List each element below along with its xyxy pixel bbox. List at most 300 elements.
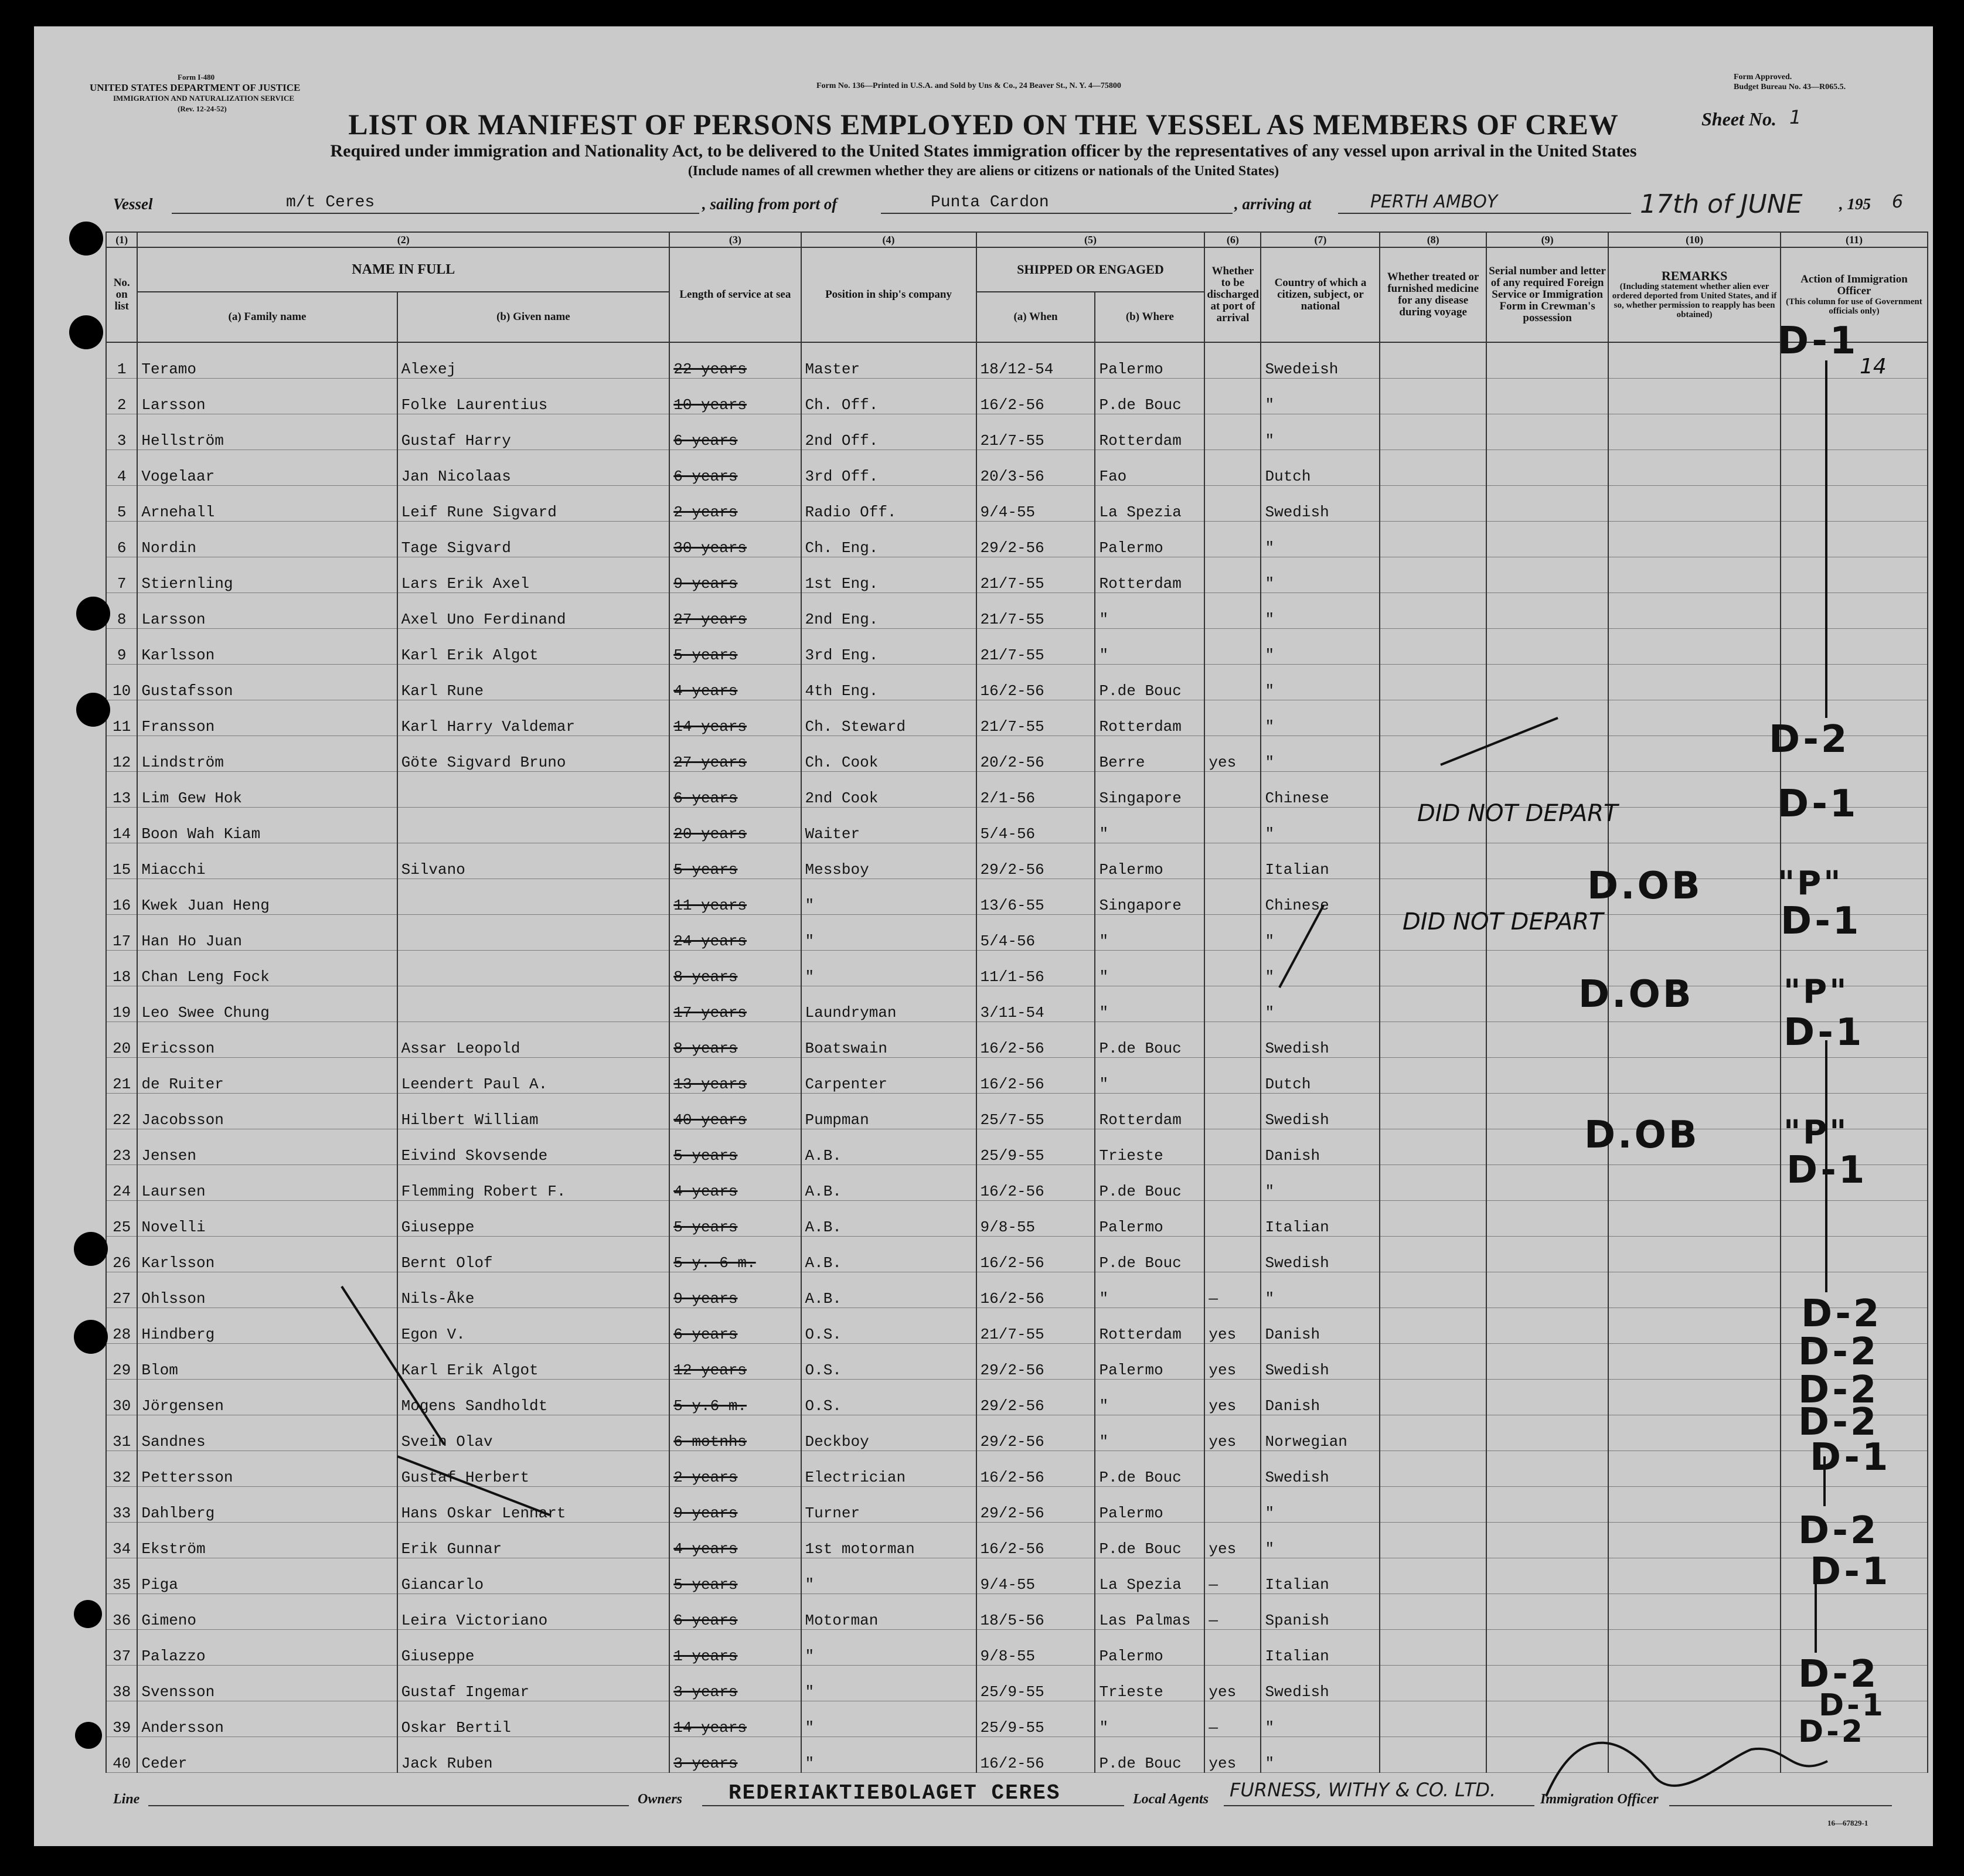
cell-when [976,1308,1095,1344]
cell-family-text: Boon Wah Kiam [141,825,261,843]
cell-discharge [1204,1058,1261,1094]
cell-no [106,1022,137,1058]
hand-d1-d: D-1 [1783,1011,1864,1054]
cell-position [801,1737,976,1773]
cell-discharge-text: yes [1209,1397,1237,1415]
table-row [106,1523,1928,1558]
cell-position [801,736,976,772]
cell-country [1261,1094,1380,1129]
cell-family [137,1201,397,1237]
table-row [106,342,1928,379]
cell-family-text: Hellström [141,432,224,450]
cell-when-text: 5/4-56 [980,825,1036,843]
cell-length-text: 24 years [673,932,747,950]
cell-where-text: Palermo [1099,1361,1163,1379]
cell-family [137,557,397,593]
cell-where [1095,808,1204,843]
cell-discharge-text: yes [1209,1683,1237,1701]
cell-country [1261,1237,1380,1272]
cell-where-text: " [1099,1004,1109,1022]
cell-no [106,1129,137,1165]
cell-treated [1380,1415,1486,1451]
cell-country [1261,1701,1380,1737]
form-approved: Form Approved. [1734,73,1792,81]
cell-when-text: 25/9-55 [980,1683,1044,1701]
cell-given-text: Eivind Skovsende [401,1147,548,1165]
cell-length [669,1094,801,1129]
cell-country-text: " [1265,825,1275,843]
cell-family-text: Dahlberg [141,1504,215,1522]
cell-length [669,808,801,843]
cell-when [976,1272,1095,1308]
arrival-underline [1338,213,1631,214]
cell-given-text: Karl Harry Valdemar [401,718,576,736]
cell-family-text: Novelli [141,1218,206,1236]
cell-family [137,1272,397,1308]
col-shipped: SHIPPED OR ENGAGED [976,247,1205,292]
cell-where-text: " [1099,1075,1109,1093]
cell-when-text: 11/1-56 [980,968,1044,986]
cell-length-text: 6 years [673,1612,738,1629]
cell-remarks [1608,772,1781,808]
cell-family-text: Ohlsson [141,1290,206,1308]
cell-position-text: A.B. [805,1183,842,1200]
hand-d2-f: D-2 [1798,1509,1879,1552]
cell-remarks [1608,915,1781,951]
cell-treated [1380,1594,1486,1630]
cell-where-text: Rotterdam [1099,1111,1182,1129]
cell-country [1261,1380,1380,1415]
cell-country-text: Italian [1265,861,1329,879]
cell-position [801,342,976,379]
cell-given-text: Flemming Robert F. [401,1183,566,1200]
cell-country [1261,522,1380,557]
arrival-port: PERTH AMBOY [1370,192,1498,212]
printer-line: Form No. 136—Printed in U.S.A. and Sold by Uns & Co., 24 Beaver St., N. Y. 4—75800 [816,81,1121,90]
cell-country-text: " [1265,1755,1275,1772]
colnum-10: (10) [1608,232,1781,247]
cell-no [106,450,137,486]
cell-country-text: Italian [1265,1576,1329,1594]
cell-length-text: 5 y.6 m. [673,1397,747,1415]
cell-length-text: 20 years [673,825,747,843]
cell-discharge [1204,522,1261,557]
cell-treated [1380,1737,1486,1773]
cell-where-text: Rotterdam [1099,432,1182,450]
hand-p-1: "P" [1778,864,1843,903]
cell-serial [1486,1594,1608,1630]
punch-hole [74,1232,108,1266]
cell-where-text: Singapore [1099,789,1182,807]
officer-label: Immigration Officer [1540,1792,1659,1807]
cell-length-text: 4 years [673,1540,738,1558]
cell-treated [1380,557,1486,593]
cell-family-text: Blom [141,1361,178,1379]
cell-no-text: 37 [113,1647,131,1665]
cell-remarks [1608,1451,1781,1487]
cell-when [976,1201,1095,1237]
cell-where [1095,1058,1204,1094]
cell-serial [1486,1523,1608,1558]
cell-no-text: 18 [113,968,131,986]
cell-position [801,1380,976,1415]
table-row [106,1380,1928,1415]
cell-when-text: 16/2-56 [980,682,1044,700]
cell-length-text: 5 years [673,1147,738,1165]
cell-family [137,522,397,557]
cell-no [106,522,137,557]
cell-when [976,1344,1095,1380]
cell-when-text: 21/7-55 [980,1326,1044,1343]
hand-d2-e: D-2 [1798,1401,1879,1444]
hand-d1-b: D-1 [1778,782,1859,826]
cell-given-text: Axel Uno Ferdinand [401,611,566,628]
cell-when [976,1380,1095,1415]
cell-family-text: Karlsson [141,646,215,664]
cell-discharge [1204,1666,1261,1701]
crew-body [106,342,1928,1773]
cell-when-text: 20/3-56 [980,468,1044,485]
cell-where-text: Palermo [1099,861,1163,879]
cell-country-text: " [1265,682,1275,700]
cell-family-text: Andersson [141,1719,224,1737]
cell-where [1095,1558,1204,1594]
cell-when-text: 9/4-55 [980,1576,1036,1594]
cell-length [669,1701,801,1737]
cell-action [1781,486,1928,522]
cell-length [669,879,801,915]
cell-when [976,879,1095,915]
arriving-label: , arriving at [1234,195,1312,213]
cell-position-text: 1st motorman [805,1540,915,1558]
cell-position-text: " [805,932,815,950]
col-discharged: Whether to be discharged at port of arrival [1204,247,1261,342]
cell-country-text: " [1265,968,1275,986]
cell-where-text: P.de Bouc [1099,1254,1182,1272]
cell-treated [1380,951,1486,986]
cell-treated [1380,1094,1486,1129]
cell-discharge-text: — [1209,1576,1218,1594]
cell-when-text: 16/2-56 [980,1183,1044,1200]
cell-country [1261,1415,1380,1451]
cell-where [1095,1380,1204,1415]
cell-remarks [1608,1237,1781,1272]
cell-family-text: Jensen [141,1147,197,1165]
remarks-note: (Including statement whether alien ever ordered deported from United States, and if so, whether permission to reapply has been obtained) [1612,282,1777,319]
cell-given-text: Nils-Åke [401,1290,475,1308]
cell-where-text: Palermo [1099,1504,1163,1522]
cell-length [669,342,801,379]
cell-length-text: 5 years [673,1576,738,1594]
approval-block [1734,72,1846,92]
cell-discharge [1204,986,1261,1022]
cell-discharge [1204,1558,1261,1594]
hand-dob-3: D.OB [1584,1114,1700,1157]
cell-treated [1380,1487,1486,1523]
cell-remarks [1608,629,1781,665]
cell-position [801,593,976,629]
officer-underline [1669,1805,1892,1806]
cell-given [397,486,670,522]
vessel-name: m/t Ceres [286,193,375,212]
cell-country [1261,1165,1380,1201]
colnum-6: (6) [1204,232,1261,247]
cell-action [1781,629,1928,665]
cell-serial [1486,1701,1608,1737]
cell-given [397,379,670,414]
cell-given [397,1630,670,1666]
cell-no [106,1558,137,1594]
header-row-1 [106,247,1928,292]
cell-family-text: Hindberg [141,1326,215,1343]
cell-discharge [1204,1523,1261,1558]
cell-action [1781,522,1928,557]
cell-position-text: Turner [805,1504,860,1522]
cell-where-text: P.de Bouc [1099,1040,1182,1057]
cell-given-text: Svein Olav [401,1433,493,1451]
cell-where [1095,772,1204,808]
cell-where [1095,665,1204,700]
cell-given [397,1415,670,1451]
cell-given [397,1308,670,1344]
cell-position [801,915,976,951]
cell-length-text: 9 years [673,575,738,593]
cell-country [1261,1022,1380,1058]
cell-family [137,342,397,379]
cell-when [976,1165,1095,1201]
cell-discharge-text: — [1209,1719,1218,1737]
cell-position-text: Deckboy [805,1433,869,1451]
cell-given [397,951,670,986]
cell-remarks [1608,557,1781,593]
cell-family [137,1487,397,1523]
cell-family-text: Lindström [141,754,224,771]
cell-length-text: 27 years [673,611,747,628]
cell-serial [1486,1344,1608,1380]
cell-treated [1380,1237,1486,1272]
cell-remarks [1608,1201,1781,1237]
cell-given-text: Karl Erik Algot [401,646,539,664]
col-treated: Whether treated or furnished medicine for any disease during voyage [1380,247,1486,342]
cell-discharge [1204,593,1261,629]
cell-discharge [1204,1701,1261,1737]
sailing-label: , sailing from port of [702,195,838,213]
cell-action [1781,414,1928,450]
punch-hole [74,1320,108,1354]
cell-country-text: " [1265,611,1275,628]
cell-country [1261,414,1380,450]
cell-position [801,808,976,843]
cell-where-text: Palermo [1099,1647,1163,1665]
cell-no-text: 36 [113,1612,131,1629]
cell-treated [1380,593,1486,629]
cell-no-text: 20 [113,1040,131,1057]
cell-length-text: 2 years [673,1469,738,1486]
cell-family [137,1666,397,1701]
cell-no-text: 40 [113,1755,131,1772]
sheet-number: 1 [1789,106,1802,128]
cell-length [669,414,801,450]
cell-where-text: P.de Bouc [1099,1183,1182,1200]
cell-position-text: A.B. [805,1147,842,1165]
cell-when-text: 21/7-55 [980,611,1044,628]
cell-country [1261,1308,1380,1344]
cell-no-text: 26 [113,1254,131,1272]
cell-length [669,915,801,951]
cell-family [137,1594,397,1630]
cell-country [1261,1558,1380,1594]
cell-where [1095,1094,1204,1129]
cell-remarks [1608,450,1781,486]
cell-position-text: " [805,1755,815,1772]
cell-discharge [1204,1094,1261,1129]
cell-length [669,1022,801,1058]
cell-length-text: 1 years [673,1647,738,1665]
cell-given-text: Leendert Paul A. [401,1075,548,1093]
cell-when [976,1094,1095,1129]
cell-position [801,879,976,915]
cell-family-text: Svensson [141,1683,215,1701]
cell-serial [1486,379,1608,414]
cell-given [397,1129,670,1165]
cell-serial [1486,1737,1608,1773]
cell-position [801,1415,976,1451]
cell-country-text: " [1265,396,1275,414]
cell-given [397,1237,670,1272]
cell-position [801,1487,976,1523]
punch-hole [74,1600,102,1628]
department: UNITED STATES DEPARTMENT OF JUSTICE [90,82,301,93]
cell-remarks [1608,1630,1781,1666]
cell-where-text: Fao [1099,468,1127,485]
cell-length [669,450,801,486]
cell-length [669,665,801,700]
cell-when [976,450,1095,486]
cell-position [801,1308,976,1344]
cell-action [1781,1201,1928,1237]
cell-no-text: 29 [113,1361,131,1379]
cell-length [669,1594,801,1630]
hand-did-not-depart-2: DID NOT DEPART [1403,908,1604,935]
cell-serial [1486,414,1608,450]
cell-length [669,736,801,772]
cell-position-text: Boatswain [805,1040,887,1057]
cell-no [106,808,137,843]
cell-serial [1486,629,1608,665]
cell-discharge [1204,1630,1261,1666]
table-row [106,557,1928,593]
cell-treated [1380,736,1486,772]
cell-remarks [1608,1487,1781,1523]
cell-where [1095,1451,1204,1487]
cell-no-text: 35 [113,1576,131,1594]
cell-remarks [1608,1701,1781,1737]
year-digit: 6 [1892,192,1904,212]
cell-length-text: 6 years [673,432,738,450]
cell-remarks [1608,1666,1781,1701]
cell-position-text: 2nd Off. [805,432,879,450]
cell-family [137,450,397,486]
cell-discharge-text: — [1209,1290,1218,1308]
cell-position-text: Ch. Cook [805,754,879,771]
cell-family [137,1630,397,1666]
cell-country [1261,700,1380,736]
cell-family [137,1058,397,1094]
cell-no [106,1523,137,1558]
cell-when-text: 3/11-54 [980,1004,1044,1022]
cell-when-text: 18/12-54 [980,360,1054,378]
cell-length-text: 3 years [673,1683,738,1701]
cell-treated [1380,1630,1486,1666]
cell-position [801,1630,976,1666]
cell-discharge [1204,1237,1261,1272]
cell-no-text: 24 [113,1183,131,1200]
cell-when [976,772,1095,808]
cell-when [976,342,1095,379]
agents-value: FURNESS, WITHY & CO. LTD. [1230,1779,1496,1801]
cell-where-text: Trieste [1099,1683,1163,1701]
cell-when-text: 16/2-56 [980,1254,1044,1272]
cell-family-text: Stiernling [141,575,233,593]
cell-given [397,1523,670,1558]
cell-discharge [1204,1344,1261,1380]
cell-action [1781,557,1928,593]
cell-serial [1486,486,1608,522]
cell-length-text: 9 years [673,1290,738,1308]
cell-no [106,1630,137,1666]
hand-d2-d: D-2 [1798,1368,1879,1412]
cell-where [1095,1237,1204,1272]
table-row [106,1272,1928,1308]
colnum-11: (11) [1781,232,1928,247]
cell-serial [1486,665,1608,700]
hand-d2-c: D-2 [1798,1330,1879,1374]
action-note: (This column for use of Government officials only) [1786,297,1922,316]
cell-country-text: Swedish [1265,1683,1329,1701]
cell-family [137,629,397,665]
cell-given-text: Giancarlo [401,1576,484,1594]
cell-no [106,736,137,772]
cell-discharge-text: yes [1209,1540,1237,1558]
cell-country-text: Swedish [1265,1361,1329,1379]
cell-family [137,593,397,629]
cell-position-text: Ch. Eng. [805,539,879,557]
cell-given-text: Mogens Sandholdt [401,1397,548,1415]
cell-discharge [1204,1737,1261,1773]
cell-given [397,808,670,843]
cell-action [1781,665,1928,700]
cell-length-text: 22 years [673,360,747,378]
cell-remarks [1608,1380,1781,1415]
hand-d2-b: D-2 [1801,1292,1882,1336]
cell-remarks [1608,1165,1781,1201]
cell-remarks [1608,379,1781,414]
cell-where-text: Palermo [1099,539,1163,557]
cell-when [976,1523,1095,1558]
cell-position [801,1237,976,1272]
cell-when-text: 9/8-55 [980,1218,1036,1236]
cell-family-text: Kwek Juan Heng [141,897,270,914]
cell-position [801,1666,976,1701]
agents-label: Local Agents [1133,1792,1209,1807]
cell-treated [1380,1701,1486,1737]
cell-length [669,1237,801,1272]
cell-position-text: Master [805,360,860,378]
cell-country-text: Chinese [1265,897,1329,914]
cell-family [137,1308,397,1344]
cell-country-text: Italian [1265,1218,1329,1236]
cell-discharge-text: yes [1209,1326,1237,1343]
